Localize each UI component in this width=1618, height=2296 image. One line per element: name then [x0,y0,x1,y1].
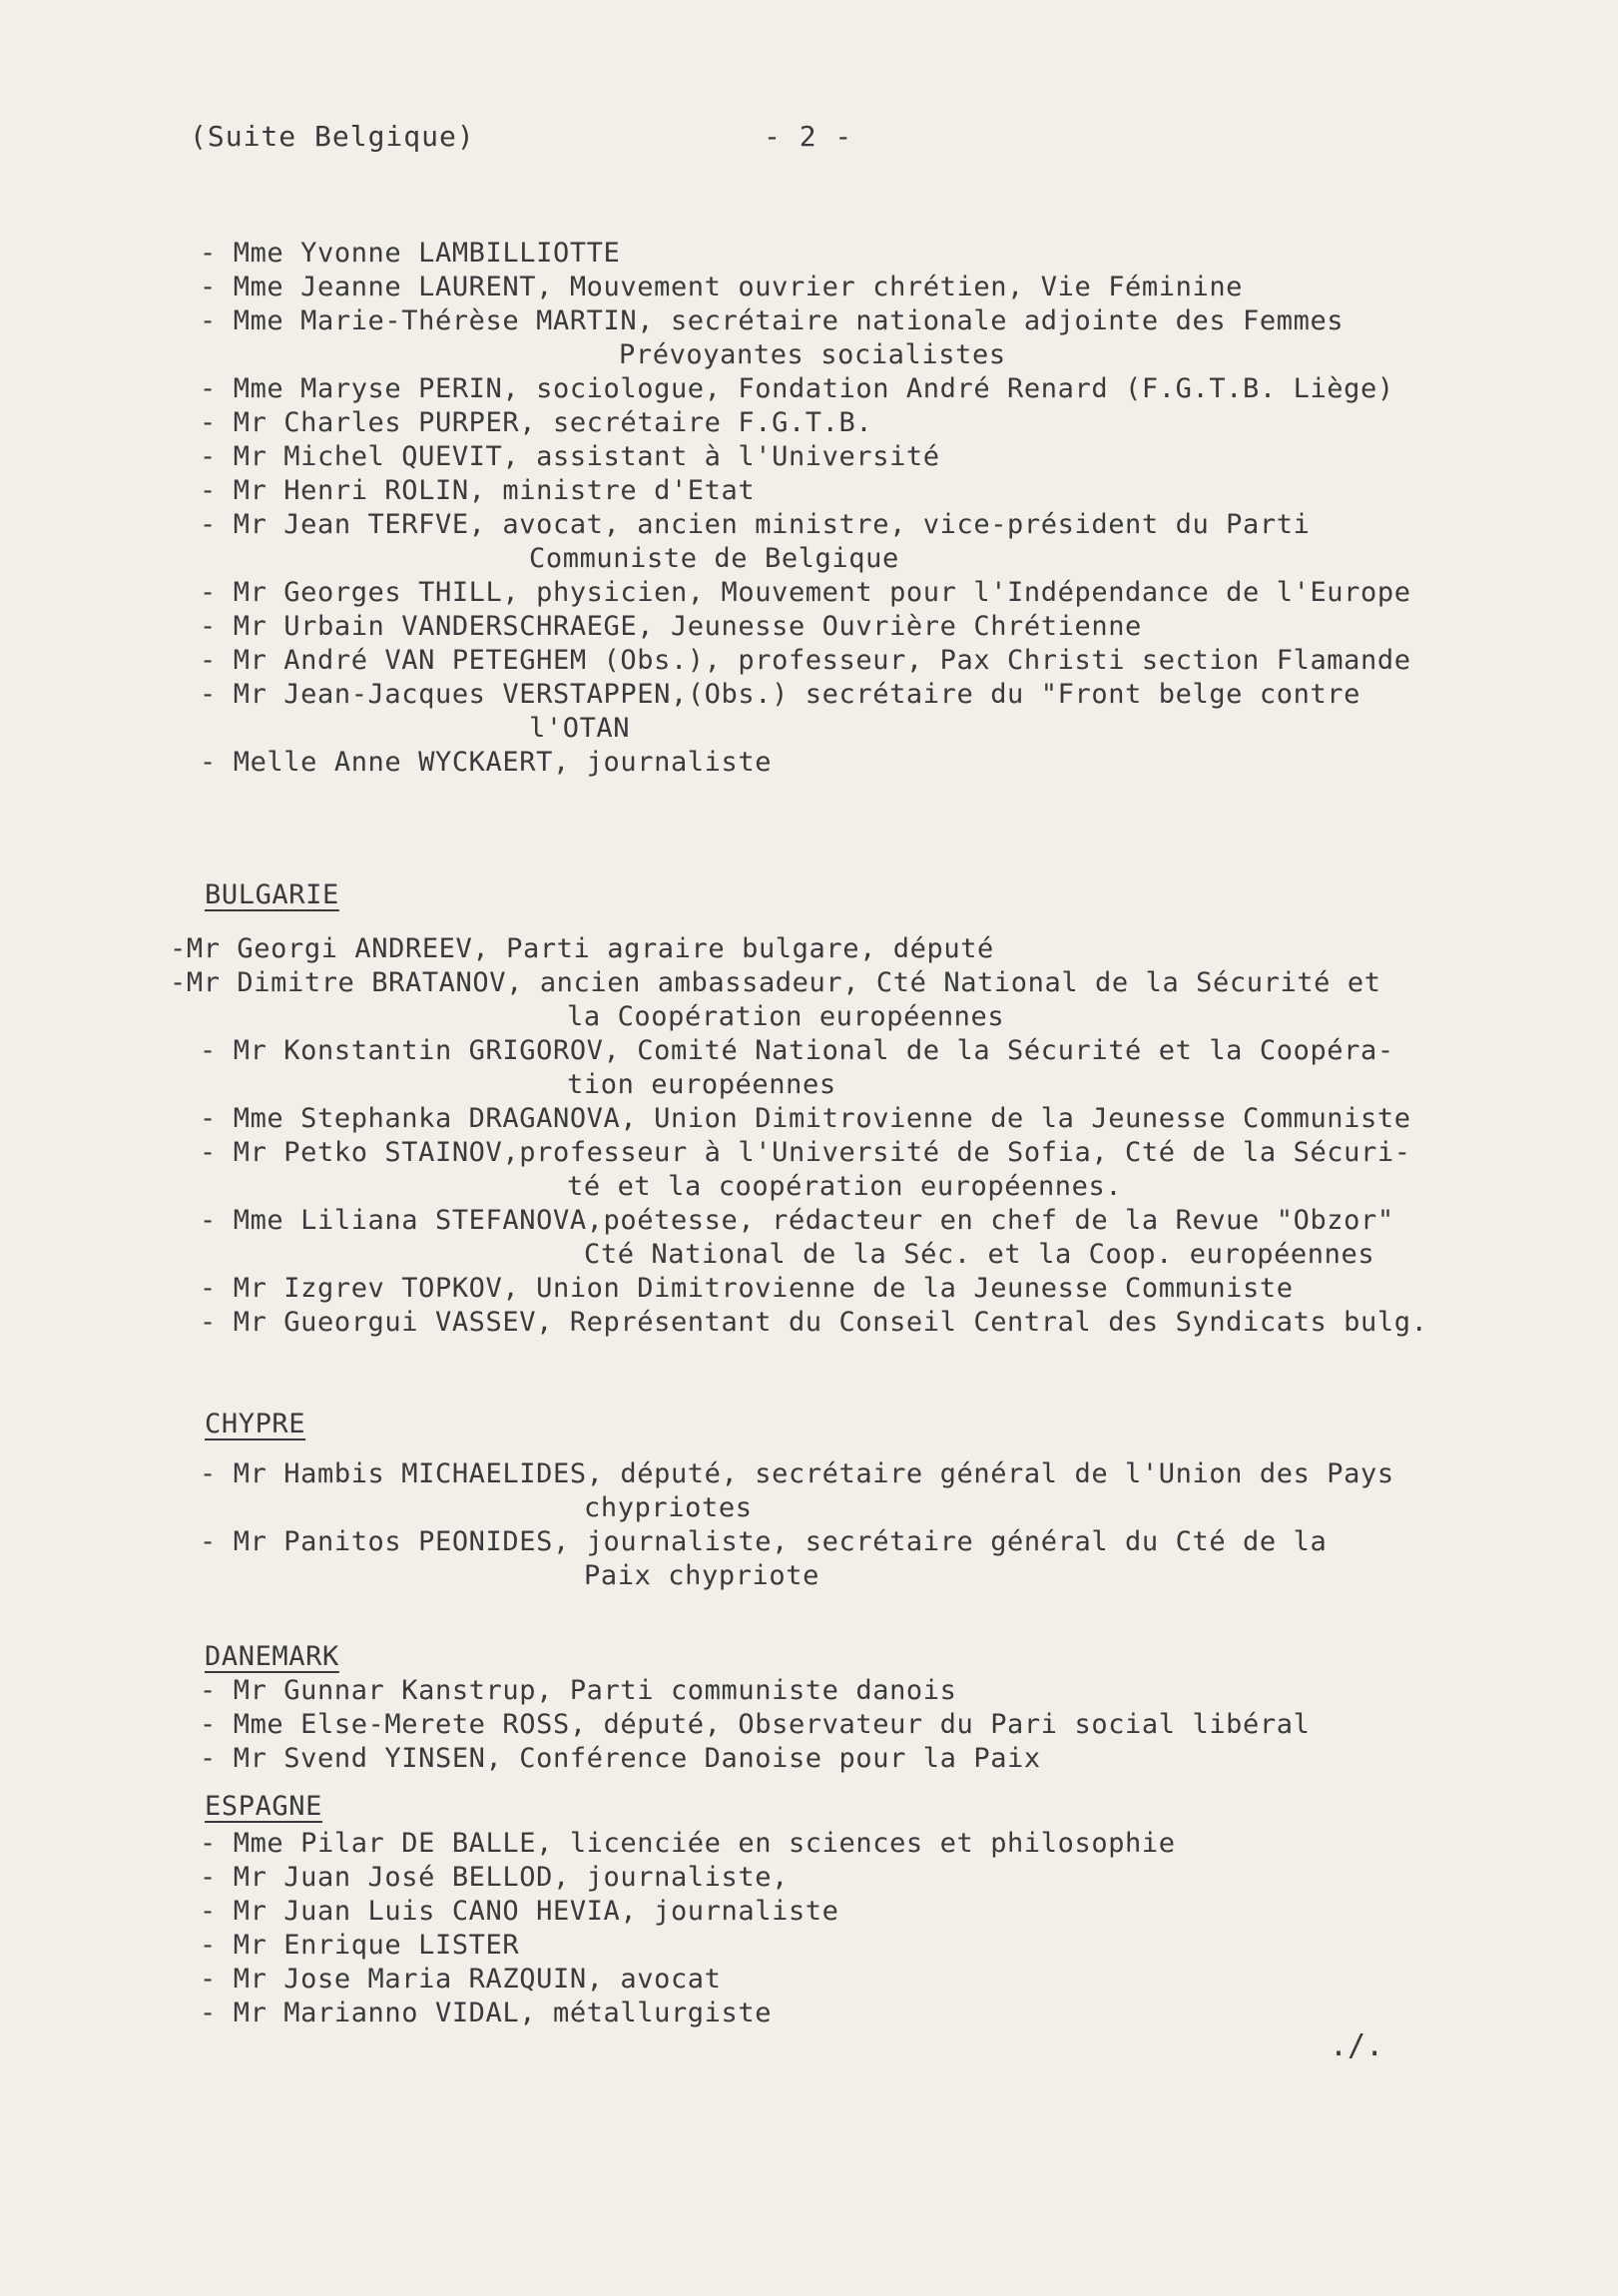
list-item: - Mr Michel QUEVIT, assistant à l'Université [200,441,940,472]
section-heading: DANEMARK [205,1641,339,1672]
list-item: - Melle Anne WYCKAERT, journaliste [200,747,773,778]
list-item: -Mr Georgi ANDREEV, Parti agraire bulgare, député [170,933,994,964]
list-item: - Mme Liliana STEFANOVA,poétesse, rédacteur en chef de la Revue "Obzor" [200,1205,1394,1236]
list-item: Cté National de la Séc. et la Coop. européennes [584,1239,1375,1270]
list-item: tion européennes [567,1069,836,1100]
list-item: chypriotes [584,1492,753,1523]
list-item: - Mr Petko STAINOV,professeur à l'Université de Sofia, Cté de la Sécuri- [200,1137,1411,1168]
list-item: - Mr Hambis MICHAELIDES, député, secrétaire général de l'Union des Pays [200,1458,1394,1489]
list-item: - Mr Panitos PEONIDES, journaliste, secrétaire général du Cté de la [200,1526,1328,1557]
list-item: - Mr Gueorgui VASSEV, Représentant du Conseil Central des Syndicats bulg. [200,1307,1428,1338]
list-item: - Mme Yvonne LAMBILLIOTTE [200,238,621,269]
list-item: la Coopération européennes [567,1001,1005,1032]
list-item: - Mr Izgrev TOPKOV, Union Dimitrovienne de la Jeunesse Communiste [200,1273,1294,1304]
list-item: - Mr Georges THILL, physicien, Mouvement pour l'Indépendance de l'Europe [200,577,1411,608]
list-item: - Mr Jean TERFVE, avocat, ancien ministre, vice-président du Parti [200,509,1311,540]
list-item: l'OTAN [529,713,631,744]
list-item: - Mr Jean-Jacques VERSTAPPEN,(Obs.) secrétaire du "Front belge contre [200,679,1361,710]
list-item: - Mr Jose Maria RAZQUIN, avocat [200,1964,722,1995]
list-item: - Mr Juan José BELLOD, journaliste, [200,1862,789,1893]
list-item: Prévoyantes socialistes [619,339,1006,370]
list-item: - Mr Enrique LISTER [200,1930,520,1961]
list-item: Paix chypriote [584,1560,819,1591]
section-heading: BULGARIE [205,879,339,910]
list-item: Communiste de Belgique [529,543,899,574]
list-item: - Mme Marie-Thérèse MARTIN, secrétaire nationale adjointe des Femmes [200,305,1345,336]
list-item: - Mr Gunnar Kanstrup, Parti communiste danois [200,1675,957,1706]
page-number: - 2 - [764,120,853,153]
list-item: - Mr Juan Luis CANO HEVIA, journaliste [200,1896,839,1927]
list-item: té et la coopération européennes. [567,1171,1123,1202]
header-section-label: (Suite Belgique) [190,120,475,153]
list-item: - Mr André VAN PETEGHEM (Obs.), professeur, Pax Christi section Flamande [200,645,1411,676]
list-item: - Mr Marianno VIDAL, métallurgiste [200,1998,773,2028]
list-item: - Mme Pilar DE BALLE, licenciée en sciences et philosophie [200,1828,1176,1859]
list-item: - Mr Charles PURPER, secrétaire F.G.T.B. [200,407,873,438]
section-heading: CHYPRE [205,1409,306,1439]
list-item: - Mr Henri ROLIN, ministre d'Etat [200,475,756,506]
list-item: - Mr Konstantin GRIGOROV, Comité National de la Sécurité et la Coopéra- [200,1035,1394,1066]
continuation-mark: ./. [1330,2028,1384,2063]
list-item: - Mr Urbain VANDERSCHRAEGE, Jeunesse Ouvrière Chrétienne [200,611,1142,642]
list-item: - Mme Else-Merete ROSS, député, Observateur du Pari social libéral [200,1709,1311,1740]
list-item: - Mme Jeanne LAURENT, Mouvement ouvrier chrétien, Vie Féminine [200,272,1244,302]
list-item: -Mr Dimitre BRATANOV, ancien ambassadeur, Cté National de la Sécurité et [170,967,1381,998]
list-item: - Mme Maryse PERIN, sociologue, Fondation André Renard (F.G.T.B. Liège) [200,373,1394,404]
list-item: - Mr Svend YINSEN, Conférence Danoise pour la Paix [200,1743,1041,1774]
list-item: - Mme Stephanka DRAGANOVA, Union Dimitrovienne de la Jeunesse Communiste [200,1103,1411,1134]
section-heading: ESPAGNE [205,1791,322,1822]
